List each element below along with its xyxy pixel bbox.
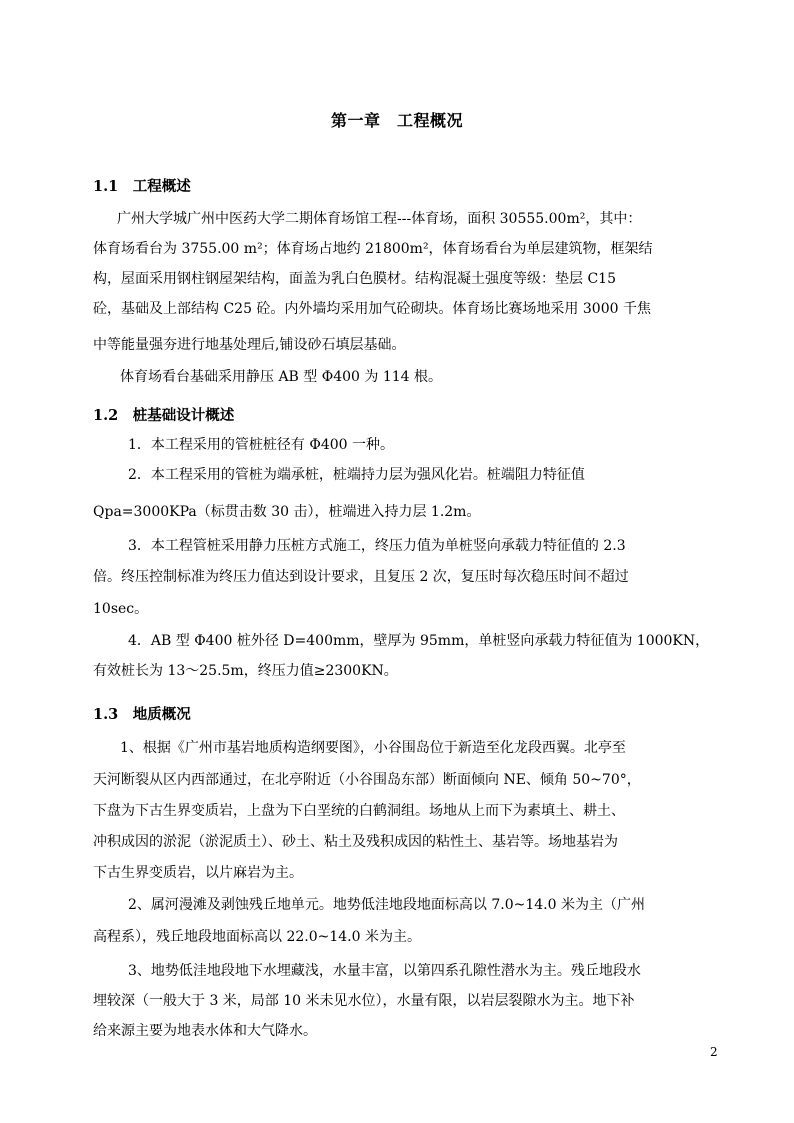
section-heading-1-3: 1.3 地质概况: [93, 706, 191, 723]
paragraph-line: 3、地势低洼地段地下水埋藏浅，水量丰富，以第四系孔隙性潜水为主。残丘地段水: [128, 963, 641, 979]
paragraph-line: 高程系），残丘地段地面标高以 22.0~14.0 米为主。: [93, 929, 421, 945]
paragraph-line: 体育场看台为 3755.00 m²；体育场占地约 21800m²，体育场看台为单层建筑物，框架结: [93, 241, 653, 257]
paragraph-line: 1．本工程采用的管桩桩径有 Φ400 一种。: [128, 437, 395, 453]
paragraph-line: 广州大学城广州中医药大学二期体育场馆工程---体育场，面积 30555.00m²，其中：: [117, 211, 642, 227]
paragraph-line: 天河断裂从区内西部通过，在北亭附近（小谷围岛东部）断面倾向 NE、倾角 50~70°，: [93, 772, 641, 788]
paragraph-line: 4．AB 型 Φ400 桩外径 D=400mm，壁厚为 95mm，单桩竖向承载力特征值为 1000KN，: [128, 633, 710, 649]
paragraph-line: Qpa=3000KPa（标贯击数 30 击），桩端进入持力层 1.2m。: [93, 504, 481, 520]
paragraph-line: 下古生界变质岩，以片麻岩为主。: [93, 865, 303, 881]
paragraph-line: 2．本工程采用的管桩为端承桩，桩端持力层为强风化岩。桩端阻力特征值: [128, 467, 585, 483]
paragraph-line: 倍。终压控制标准为终压力值达到设计要求，且复压 2 次，复压时每次稳压时间不超过: [93, 569, 629, 585]
paragraph-line: 冲积成因的淤泥（淤泥质土）、砂土、粘土及残积成因的粘性土、基岩等。场地基岩为: [93, 834, 618, 850]
paragraph-line: 有效桩长为 13～25.5m，终压力值≥2300KN。: [93, 663, 398, 679]
section-heading-1-2: 1.2 桩基础设计概述: [93, 407, 235, 424]
page-number: 2: [710, 1045, 718, 1059]
paragraph-line: 砼，基础及上部结构 C25 砼。内外墙均采用加气砼砌块。体育场比赛场地采用 3000 千焦: [93, 301, 651, 317]
paragraph-line: 下盘为下古生界变质岩，上盘为下白垩统的白鹤洞组。场地从上而下为素填土、耕土、: [93, 803, 625, 819]
paragraph-line: 1、根据《广州市基岩地质构造纲要图》，小谷围岛位于新造至化龙段西翼。北亭至: [120, 740, 626, 756]
paragraph-line: 埋较深（一般大于 3 米，局部 10 米未见水位），水量有限，以岩层裂隙水为主。地下补: [93, 993, 635, 1009]
paragraph-line: 3．本工程管桩采用静力压桩方式施工，终压力值为单桩竖向承载力特征值的 2.3: [128, 538, 626, 554]
paragraph-line: 中等能量强夯进行地基处理后,铺设砂石填层基础。: [93, 337, 406, 353]
paragraph-line: 给来源主要为地表水体和大气降水。: [93, 1023, 317, 1039]
chapter-title: 第一章 工程概况: [330, 111, 463, 130]
paragraph-line: 构，屋面采用钢柱钢屋架结构，面盖为乳白色膜材。结构混凝土强度等级：垫层 C15: [93, 271, 616, 287]
section-heading-1-1: 1.1 工程概述: [93, 178, 191, 195]
paragraph-line: 体育场看台基础采用静压 AB 型 Φ400 为 114 根。: [120, 369, 443, 385]
paragraph-line: 2、属河漫滩及剥蚀残丘地单元。地势低洼地段地面标高以 7.0~14.0 米为主（广州: [128, 897, 645, 913]
paragraph-line: 10sec。: [93, 601, 149, 617]
